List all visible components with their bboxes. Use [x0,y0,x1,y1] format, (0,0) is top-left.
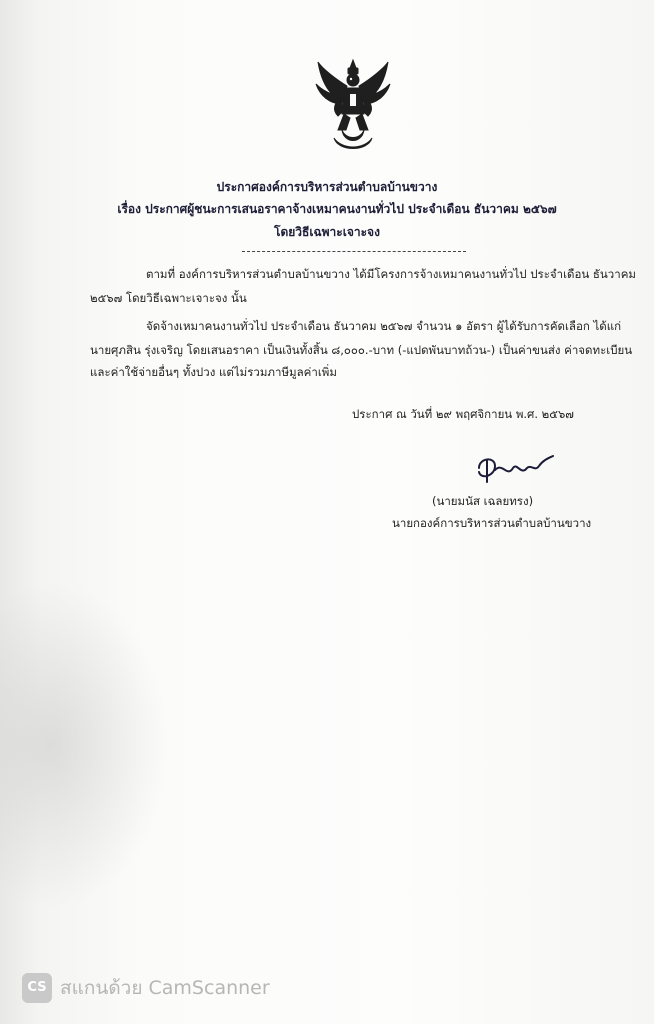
camscanner-watermark [22,972,270,1004]
announcement-date: ประกาศ ณ วันที่ ๒๙ พฤศจิกายน พ.ศ. ๒๕๖๗ [352,407,574,421]
signer-name: (นายมนัส เฉลยทรง) [432,494,534,508]
camscanner-logo-text: CS [27,980,47,995]
paragraph-1-line-1: ตามที่ องค์การบริหารส่วนตำบลบ้านขวาง ได้มีโครงการจ้างเหมาคนงานทั่วไป ประจำเดือน ธันวาคม [146,267,636,281]
paragraph-1-line-2: ๒๕๖๗ โดยวิธีเฉพาะเจาะจง นั้น [90,291,247,305]
paragraph-2-line-2: นายศุภสิน รุ่งเจริญ โดยเสนอราคา เป็นเงินทั้งสิ้น ๘,๐๐๐.-บาท (-แปดพันบาทถ้วน-) เป็นค่าขนส่ง ค่าจดทะเบียน [90,343,633,357]
heading-line-3: โดยวิธีเฉพาะเจาะจง [274,225,380,239]
heading-divider [242,251,466,252]
camscanner-logo-icon [22,973,52,1003]
scan-shadow [0,580,170,910]
garuda-emblem-icon [312,58,394,154]
paragraph-2-line-1: จัดจ้างเหมาคนงานทั่วไป ประจำเดือน ธันวาคม ๒๕๖๗ จำนวน ๑ อัตรา ผู้ได้รับการคัดเลือก ได้แก่ [146,319,622,333]
paragraph-2-line-3: และค่าใช้จ่ายอื่นๆ ทั้งปวง แต่ไม่รวมภาษีมูลค่าเพิ่ม [90,365,337,379]
signer-title: นายกองค์การบริหารส่วนตำบลบ้านขวาง [392,516,592,530]
heading-line-2: เรื่อง ประกาศผู้ชนะการเสนอราคาจ้างเหมาคนงานทั่วไป ประจำเดือน ธันวาคม ๒๕๖๗ [117,202,557,216]
heading-line-1: ประกาศองค์การบริหารส่วนตำบลบ้านขวาง [216,180,438,194]
watermark-text: สแกนด้วย CamScanner [60,977,270,999]
handwritten-signature [473,448,555,488]
